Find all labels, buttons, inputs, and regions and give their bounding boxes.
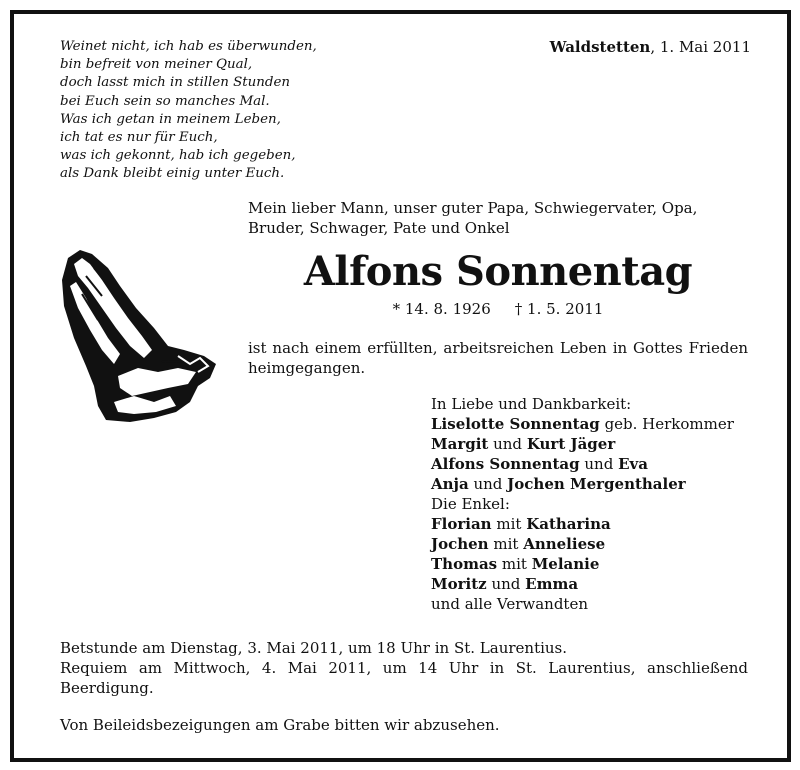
life-dates xyxy=(248,300,748,318)
family-line xyxy=(431,414,734,434)
family-member-name: Emma xyxy=(525,575,579,593)
family-lines xyxy=(431,414,734,614)
place-date xyxy=(550,38,751,56)
family-member-name: Eva xyxy=(618,455,648,473)
family-line xyxy=(431,574,734,594)
family-line xyxy=(431,494,734,514)
family-line xyxy=(431,534,734,554)
date-text: , 1. Mai 2011 xyxy=(650,38,751,56)
poem-line: was ich gekonnt, hab ich gegeben, xyxy=(60,148,296,164)
service-info xyxy=(60,638,748,698)
poem-line: Was ich getan in meinem Leben, xyxy=(60,111,281,127)
betstunde-text: Betstunde am Dienstag, 3. Mai 2011, um 18 Uhr in St. Laurentius. xyxy=(60,639,568,657)
family-connector: und xyxy=(579,455,619,473)
family-connector: geb. Herkommer xyxy=(599,415,734,433)
poem-line: als Dank bleibt einig unter Euch. xyxy=(60,166,285,182)
family-member-name: Liselotte Sonnentag xyxy=(431,415,600,433)
family-line xyxy=(431,594,734,614)
obituary-frame xyxy=(10,10,791,762)
family-line xyxy=(431,474,734,494)
closing-note: Von Beileidsbezeigungen am Grabe bitten wir abzusehen. xyxy=(60,716,500,734)
family-member-name: Jochen xyxy=(431,535,489,553)
family-member-name: Florian xyxy=(431,515,492,533)
family-connector: und xyxy=(468,475,508,493)
family-connector: und alle Verwandten xyxy=(431,595,588,613)
family-member-name: Thomas xyxy=(431,555,498,573)
family-member-name: Katharina xyxy=(526,515,611,533)
poem-line: Weinet nicht, ich hab es überwunden, xyxy=(60,39,317,54)
passing-text: ist nach einem erfüllten, arbeitsreichen Leben in Gottes Frieden heimgegangen. xyxy=(248,339,748,377)
family-connector: mit xyxy=(491,515,527,533)
family-member-name: Jochen Mergenthaler xyxy=(507,475,686,493)
death-date: † 1. 5. 2011 xyxy=(514,300,604,318)
birth-date: * 14. 8. 1926 xyxy=(392,300,491,318)
intro-text: Mein lieber Mann, unser guter Papa, Schwiegervater, Opa, Bruder, Schwager, Pate und Onkel xyxy=(248,199,698,237)
family-member-name: Kurt Jäger xyxy=(526,435,616,453)
family-member-name: Alfons Sonnentag xyxy=(431,455,580,473)
poem-line: bin befreit von meiner Qual, xyxy=(60,57,253,73)
deceased-name: Alfons Sonnentag xyxy=(303,248,693,295)
family-connector: und xyxy=(488,435,527,453)
poem xyxy=(60,38,317,184)
family-member-name: Anja xyxy=(431,475,469,493)
family-connector: und xyxy=(486,575,526,593)
family-member-name: Melanie xyxy=(531,555,600,573)
family-connector: mit xyxy=(497,555,532,573)
family-heading: In Liebe und Dankbarkeit: xyxy=(431,395,632,413)
family-line xyxy=(431,514,734,534)
family-member-name: Margit xyxy=(431,435,489,453)
requiem-text: Requiem am Mittwoch, 4. Mai 2011, um 14 Uhr in St. Laurentius, anschließend Beerdigung. xyxy=(60,659,748,697)
place-name: Waldstetten xyxy=(549,38,651,56)
poem-line: ich tat es nur für Euch, xyxy=(60,130,218,146)
family-line xyxy=(431,554,734,574)
family-member-name: Anneliese xyxy=(523,535,606,553)
family-connector: mit xyxy=(488,535,524,553)
poem-line: doch lasst mich in stillen Stunden xyxy=(60,75,291,91)
family-list xyxy=(431,394,734,614)
family-connector: Die Enkel: xyxy=(431,495,510,513)
poem-line: bei Euch sein so manches Mal. xyxy=(60,93,270,109)
family-line xyxy=(431,434,734,454)
family-member-name: Moritz xyxy=(431,575,487,593)
praying-hands-icon xyxy=(58,246,218,424)
family-line xyxy=(431,454,734,474)
